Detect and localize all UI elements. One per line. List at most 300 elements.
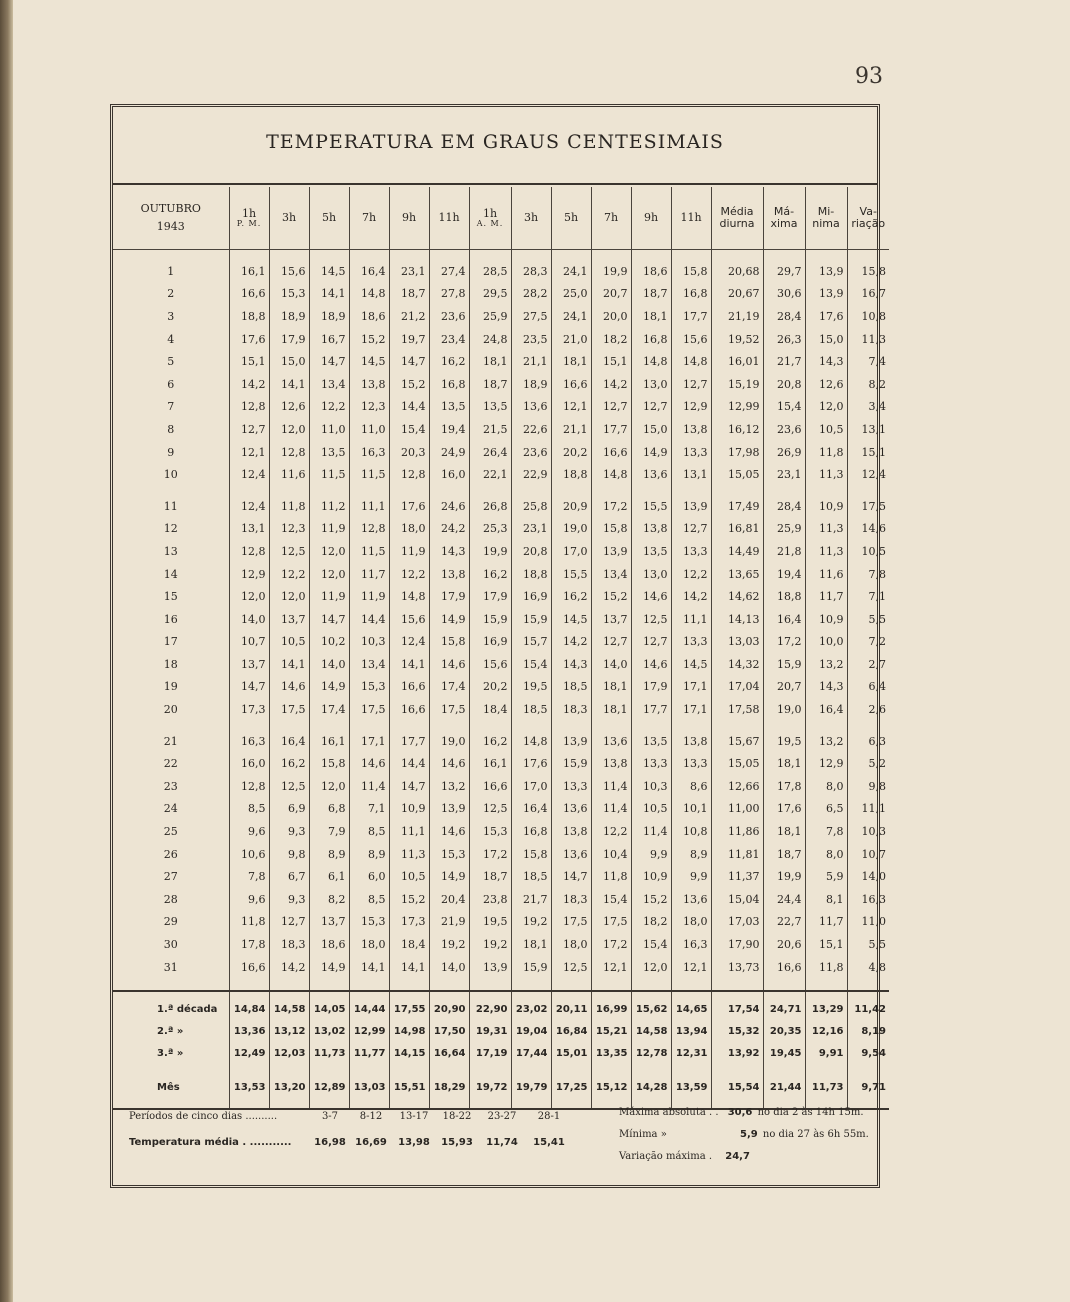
table-cell: 16,4 bbox=[511, 798, 551, 821]
table-row bbox=[113, 350, 889, 373]
table-cell: 12,8 bbox=[389, 463, 429, 486]
table-cell: 16,0 bbox=[229, 752, 269, 775]
table-cell: 12,8 bbox=[229, 396, 269, 419]
table-cell: 16,12 bbox=[711, 418, 763, 441]
table-cell: 12,2 bbox=[269, 563, 309, 586]
table-cell: 18,6 bbox=[349, 305, 389, 328]
table-cell: 18,3 bbox=[551, 698, 591, 721]
table-cell: 24,1 bbox=[551, 305, 591, 328]
header-hour-8: 3h bbox=[511, 187, 551, 250]
table-cell: 10,3 bbox=[847, 820, 889, 843]
table-cell: 17,98 bbox=[711, 441, 763, 464]
table-cell: 18,1 bbox=[763, 820, 805, 843]
table-cell: 11,2 bbox=[309, 495, 349, 518]
max-abs-label: Máxima absoluta . . bbox=[619, 1107, 719, 1118]
table-cell: 11,0 bbox=[309, 418, 349, 441]
table-cell: 11,6 bbox=[269, 463, 309, 486]
table-cell: 25,9 bbox=[469, 305, 511, 328]
table-cell: 4,8 bbox=[847, 956, 889, 979]
table-cell: 15,7 bbox=[511, 631, 551, 654]
table-cell: 20,0 bbox=[591, 305, 631, 328]
table-cell: 11,73 bbox=[805, 1076, 847, 1098]
table-cell: 14,8 bbox=[671, 350, 711, 373]
table-cell: 15,54 bbox=[711, 1076, 763, 1098]
table-cell: 14,3 bbox=[551, 653, 591, 676]
table-cell: 14,49 bbox=[711, 540, 763, 563]
header-media-diurna: Média diurna bbox=[711, 187, 763, 250]
period-range: 13-17 bbox=[399, 1111, 429, 1122]
table-row bbox=[113, 563, 889, 586]
table-cell: 15,8 bbox=[847, 260, 889, 283]
table-cell: 21,5 bbox=[469, 418, 511, 441]
table-cell: 25,8 bbox=[511, 495, 551, 518]
table-cell: 13,12 bbox=[269, 1020, 309, 1042]
table-cell: 17,4 bbox=[429, 676, 469, 699]
table-cell: 11,86 bbox=[711, 820, 763, 843]
table-cell: 16,2 bbox=[269, 752, 309, 775]
table-cell: 14,7 bbox=[389, 775, 429, 798]
table-cell: 14,8 bbox=[511, 730, 551, 753]
table-cell: 14,0 bbox=[847, 865, 889, 888]
table-cell: 21,0 bbox=[551, 328, 591, 351]
table-cell: 15,8 bbox=[591, 518, 631, 541]
table-cell: 21,1 bbox=[511, 350, 551, 373]
header-hour-9: 5h bbox=[551, 187, 591, 250]
row-label: 28 bbox=[163, 892, 178, 906]
table-cell: 13,8 bbox=[429, 563, 469, 586]
table-cell: 19,9 bbox=[591, 260, 631, 283]
table-cell: 15,1 bbox=[229, 350, 269, 373]
table-cell: 13,5 bbox=[631, 730, 671, 753]
table-cell: 19,9 bbox=[469, 540, 511, 563]
table-cell: 24,6 bbox=[429, 495, 469, 518]
table-cell: 16,0 bbox=[429, 463, 469, 486]
table-cell: 12,2 bbox=[671, 563, 711, 586]
table-cell: 19,0 bbox=[551, 518, 591, 541]
table-cell: 18,0 bbox=[349, 933, 389, 956]
table-cell: 15,6 bbox=[389, 608, 429, 631]
table-cell: 15,4 bbox=[389, 418, 429, 441]
table-cell: 15,6 bbox=[671, 328, 711, 351]
table-cell: 16,2 bbox=[469, 730, 511, 753]
table-cell: 18,1 bbox=[551, 350, 591, 373]
row-label: 29 bbox=[163, 915, 178, 929]
table-cell: 29,5 bbox=[469, 283, 511, 306]
table-cell: 29,7 bbox=[763, 260, 805, 283]
period-mean-temp: 11,74 bbox=[486, 1137, 518, 1148]
table-row bbox=[113, 495, 889, 518]
table-cell: 10,5 bbox=[847, 540, 889, 563]
table-cell: 12,66 bbox=[711, 775, 763, 798]
table-cell: 18,6 bbox=[631, 260, 671, 283]
table-cell: 14,1 bbox=[389, 653, 429, 676]
table-cell: 13,6 bbox=[511, 396, 551, 419]
table-cell: 11,4 bbox=[631, 820, 671, 843]
temp-label: Temperatura média . ........... bbox=[129, 1137, 292, 1148]
table-cell: 21,7 bbox=[511, 888, 551, 911]
table-cell: 11,1 bbox=[847, 798, 889, 821]
table-cell: 14,32 bbox=[711, 653, 763, 676]
table-cell: 10,9 bbox=[805, 608, 847, 631]
table-cell: 10,3 bbox=[631, 775, 671, 798]
table-cell: 24,9 bbox=[429, 441, 469, 464]
period-range: 28-1 bbox=[537, 1111, 561, 1122]
table-cell: 12,2 bbox=[309, 396, 349, 419]
table-cell: 11,9 bbox=[389, 540, 429, 563]
table-cell: 26,4 bbox=[469, 441, 511, 464]
table-cell: 19,0 bbox=[429, 730, 469, 753]
table-row bbox=[113, 396, 889, 419]
table-cell: 6,0 bbox=[349, 865, 389, 888]
table-cell: 5,5 bbox=[847, 608, 889, 631]
table-cell: 13,03 bbox=[349, 1076, 389, 1098]
table-cell: 14,8 bbox=[349, 283, 389, 306]
decade-summary-row bbox=[113, 1042, 889, 1064]
table-cell: 9,71 bbox=[847, 1076, 889, 1098]
table-cell: 14,58 bbox=[269, 998, 309, 1020]
row-label: 4 bbox=[167, 332, 175, 346]
period-range: 3-7 bbox=[321, 1111, 339, 1122]
table-cell: 14,4 bbox=[389, 752, 429, 775]
table-row bbox=[113, 585, 889, 608]
table-cell: 14,28 bbox=[631, 1076, 671, 1098]
table-cell: 13,7 bbox=[229, 653, 269, 676]
table-cell: 9,6 bbox=[229, 820, 269, 843]
table-cell: 16,6 bbox=[389, 698, 429, 721]
table-cell: 18,5 bbox=[511, 698, 551, 721]
row-label: 3.ª » bbox=[157, 1047, 184, 1059]
row-label: 1.ª década bbox=[157, 1003, 218, 1015]
table-cell: 18,1 bbox=[631, 305, 671, 328]
table-cell: 14,62 bbox=[711, 585, 763, 608]
table-cell: 8,0 bbox=[805, 775, 847, 798]
max-abs-note: no dia 2 às 14h 15m. bbox=[757, 1107, 864, 1118]
table-cell: 18,7 bbox=[389, 283, 429, 306]
table-cell: 16,2 bbox=[551, 585, 591, 608]
table-cell: 13,9 bbox=[805, 260, 847, 283]
table-row bbox=[113, 283, 889, 306]
table-cell: 13,65 bbox=[711, 563, 763, 586]
table-row bbox=[113, 518, 889, 541]
table-cell: 13,29 bbox=[805, 998, 847, 1020]
table-frame bbox=[110, 104, 886, 1188]
row-label: 11 bbox=[163, 499, 178, 513]
table-cell: 17,04 bbox=[711, 676, 763, 699]
table-cell: 14,1 bbox=[269, 373, 309, 396]
table-cell: 11,9 bbox=[349, 585, 389, 608]
table-cell: 15,2 bbox=[389, 373, 429, 396]
table-cell: 18,1 bbox=[469, 350, 511, 373]
table-cell: 13,92 bbox=[711, 1042, 763, 1064]
table-cell: 17,03 bbox=[711, 911, 763, 934]
table-cell: 8,2 bbox=[847, 373, 889, 396]
table-cell: 9,6 bbox=[229, 888, 269, 911]
table-cell: 10,0 bbox=[805, 631, 847, 654]
table-cell: 7,1 bbox=[349, 798, 389, 821]
table-cell: 27,5 bbox=[511, 305, 551, 328]
row-label: 17 bbox=[163, 635, 178, 649]
table-cell: 15,2 bbox=[349, 328, 389, 351]
table-cell: 14,0 bbox=[229, 608, 269, 631]
table-cell: 20,8 bbox=[763, 373, 805, 396]
table-cell: 20,7 bbox=[763, 676, 805, 699]
table-body bbox=[113, 250, 889, 1110]
table-cell: 12,4 bbox=[229, 495, 269, 518]
table-cell: 9,3 bbox=[269, 820, 309, 843]
table-cell: 13,02 bbox=[309, 1020, 349, 1042]
table-cell: 14,7 bbox=[309, 608, 349, 631]
header-maxima: Má- xima bbox=[763, 187, 805, 250]
year-label: 1943 bbox=[156, 220, 185, 233]
table-cell: 15,8 bbox=[309, 752, 349, 775]
table-cell: 10,9 bbox=[805, 495, 847, 518]
table-cell: 9,3 bbox=[269, 888, 309, 911]
table-cell: 19,2 bbox=[511, 911, 551, 934]
table-cell: 18,3 bbox=[551, 888, 591, 911]
table-cell: 23,8 bbox=[469, 888, 511, 911]
table-cell: 12,6 bbox=[269, 396, 309, 419]
table-cell: 10,2 bbox=[309, 631, 349, 654]
table-cell: 14,1 bbox=[269, 653, 309, 676]
table-cell: 11,3 bbox=[805, 463, 847, 486]
table-cell: 12,49 bbox=[229, 1042, 269, 1064]
table-cell: 17,58 bbox=[711, 698, 763, 721]
table-cell: 13,1 bbox=[671, 463, 711, 486]
table-cell: 14,13 bbox=[711, 608, 763, 631]
table-cell: 26,9 bbox=[763, 441, 805, 464]
table-cell: 17,7 bbox=[591, 418, 631, 441]
table-cell: 14,3 bbox=[429, 540, 469, 563]
table-cell: 15,2 bbox=[631, 888, 671, 911]
table-cell: 10,8 bbox=[671, 820, 711, 843]
table-cell: 16,6 bbox=[763, 956, 805, 979]
table-cell: 23,5 bbox=[511, 328, 551, 351]
row-label: 12 bbox=[163, 522, 178, 536]
table-cell: 17,90 bbox=[711, 933, 763, 956]
table-cell: 13,20 bbox=[269, 1076, 309, 1098]
header-hour-5: 9h bbox=[389, 187, 429, 250]
table-cell: 16,3 bbox=[847, 888, 889, 911]
table-cell: 9,8 bbox=[269, 843, 309, 866]
table-cell: 18,4 bbox=[469, 698, 511, 721]
table-cell: 18,29 bbox=[429, 1076, 469, 1098]
table-row bbox=[113, 328, 889, 351]
table-cell: 14,5 bbox=[671, 653, 711, 676]
table-cell: 10,5 bbox=[805, 418, 847, 441]
table-cell: 27,8 bbox=[429, 283, 469, 306]
table-cell: 16,8 bbox=[429, 373, 469, 396]
table-cell: 6,8 bbox=[309, 798, 349, 821]
table-cell: 7,1 bbox=[847, 585, 889, 608]
table-cell: 20,8 bbox=[511, 540, 551, 563]
table-cell: 15,4 bbox=[763, 396, 805, 419]
table-cell: 12,0 bbox=[631, 956, 671, 979]
table-cell: 14,6 bbox=[429, 653, 469, 676]
table-cell: 16,6 bbox=[551, 373, 591, 396]
table-cell: 19,2 bbox=[429, 933, 469, 956]
table-cell: 14,6 bbox=[847, 518, 889, 541]
header-minima: Mi- nima bbox=[805, 187, 847, 250]
row-label: 10 bbox=[163, 468, 178, 482]
table-cell: 16,3 bbox=[229, 730, 269, 753]
table-cell: 14,6 bbox=[429, 752, 469, 775]
table-cell: 13,2 bbox=[429, 775, 469, 798]
table-cell: 18,2 bbox=[591, 328, 631, 351]
table-cell: 2,6 bbox=[847, 698, 889, 721]
table-cell: 12,8 bbox=[229, 540, 269, 563]
header-hour-2: 3h bbox=[269, 187, 309, 250]
table-cell: 18,1 bbox=[591, 698, 631, 721]
table-cell: 17,5 bbox=[429, 698, 469, 721]
table-cell: 13,0 bbox=[631, 373, 671, 396]
table-cell: 13,7 bbox=[269, 608, 309, 631]
table-cell: 17,9 bbox=[269, 328, 309, 351]
table-cell: 12,9 bbox=[671, 396, 711, 419]
table-cell: 13,4 bbox=[309, 373, 349, 396]
decade-summary-row bbox=[113, 998, 889, 1020]
table-cell: 17,50 bbox=[429, 1020, 469, 1042]
table-cell: 15,4 bbox=[511, 653, 551, 676]
table-cell: 12,89 bbox=[309, 1076, 349, 1098]
table-cell: 14,7 bbox=[551, 865, 591, 888]
table-cell: 20,2 bbox=[469, 676, 511, 699]
table-cell: 10,7 bbox=[229, 631, 269, 654]
table-cell: 13,7 bbox=[309, 911, 349, 934]
table-cell: 19,4 bbox=[429, 418, 469, 441]
header-hour-3: 5h bbox=[309, 187, 349, 250]
table-cell: 12,7 bbox=[631, 631, 671, 654]
table-cell: 14,0 bbox=[591, 653, 631, 676]
table-cell: 11,7 bbox=[805, 911, 847, 934]
table-cell: 14,58 bbox=[631, 1020, 671, 1042]
table-cell: 13,6 bbox=[551, 798, 591, 821]
row-label: 26 bbox=[163, 847, 178, 861]
table-cell: 11,42 bbox=[847, 998, 889, 1020]
table-cell: 20,3 bbox=[389, 441, 429, 464]
table-cell: 3,4 bbox=[847, 396, 889, 419]
table-cell: 9,9 bbox=[671, 865, 711, 888]
table-row bbox=[113, 463, 889, 486]
table-cell: 13,5 bbox=[631, 540, 671, 563]
table-cell: 17,4 bbox=[309, 698, 349, 721]
table-cell: 16,6 bbox=[591, 441, 631, 464]
table-cell: 17,1 bbox=[349, 730, 389, 753]
table-cell: 14,1 bbox=[389, 956, 429, 979]
table-cell: 11,4 bbox=[591, 798, 631, 821]
table-cell: 15,5 bbox=[631, 495, 671, 518]
table-cell: 13,8 bbox=[671, 730, 711, 753]
table-cell: 17,6 bbox=[229, 328, 269, 351]
period-range: 18-22 bbox=[442, 1111, 472, 1122]
table-cell: 10,6 bbox=[229, 843, 269, 866]
table-cell: 16,3 bbox=[349, 441, 389, 464]
table-cell: 15,51 bbox=[389, 1076, 429, 1098]
table-cell: 19,4 bbox=[763, 563, 805, 586]
table-cell: 14,1 bbox=[309, 283, 349, 306]
table-cell: 16,9 bbox=[469, 631, 511, 654]
table-cell: 22,9 bbox=[511, 463, 551, 486]
table-cell: 13,6 bbox=[551, 843, 591, 866]
table-cell: 8,9 bbox=[349, 843, 389, 866]
table-cell: 14,84 bbox=[229, 998, 269, 1020]
table-cell: 23,6 bbox=[429, 305, 469, 328]
table-cell: 18,5 bbox=[551, 676, 591, 699]
table-cell: 18,1 bbox=[591, 676, 631, 699]
table-cell: 12,8 bbox=[349, 518, 389, 541]
table-cell: 12,1 bbox=[229, 441, 269, 464]
table-cell: 17,0 bbox=[551, 540, 591, 563]
table-cell: 14,9 bbox=[429, 865, 469, 888]
table-cell: 8,1 bbox=[805, 888, 847, 911]
table-cell: 7,4 bbox=[847, 350, 889, 373]
book-spine-edge bbox=[0, 0, 13, 1302]
header-hour-12: 11h bbox=[671, 187, 711, 250]
month-label: OUTUBRO bbox=[140, 201, 201, 215]
table-cell: 12,7 bbox=[591, 631, 631, 654]
table-cell: 15,0 bbox=[805, 328, 847, 351]
table-cell: 22,1 bbox=[469, 463, 511, 486]
page-title: TEMPERATURA EM GRAUS CENTESIMAIS bbox=[266, 131, 724, 153]
table-cell: 11,9 bbox=[309, 518, 349, 541]
table-cell: 11,8 bbox=[805, 441, 847, 464]
table-cell: 12,0 bbox=[805, 396, 847, 419]
table-cell: 12,8 bbox=[229, 775, 269, 798]
table-cell: 13,9 bbox=[805, 283, 847, 306]
table-cell: 20,11 bbox=[551, 998, 591, 1020]
table-cell: 16,6 bbox=[469, 775, 511, 798]
table-cell: 12,2 bbox=[389, 563, 429, 586]
table-cell: 30,6 bbox=[763, 283, 805, 306]
table-cell: 15,1 bbox=[591, 350, 631, 373]
table-row bbox=[113, 933, 889, 956]
table-cell: 11,1 bbox=[671, 608, 711, 631]
table-cell: 24,1 bbox=[551, 260, 591, 283]
table-cell: 17,5 bbox=[551, 911, 591, 934]
table-cell: 13,6 bbox=[631, 463, 671, 486]
table-cell: 28,4 bbox=[763, 495, 805, 518]
table-cell: 11,3 bbox=[389, 843, 429, 866]
table-cell: 13,3 bbox=[671, 540, 711, 563]
table-cell: 17,8 bbox=[229, 933, 269, 956]
table-row bbox=[113, 676, 889, 699]
table-row bbox=[113, 441, 889, 464]
table-row bbox=[113, 865, 889, 888]
table-cell: 7,8 bbox=[805, 820, 847, 843]
table-cell: 14,7 bbox=[229, 676, 269, 699]
table-cell: 13,36 bbox=[229, 1020, 269, 1042]
period-mean-temp: 16,98 bbox=[314, 1137, 346, 1148]
table-cell: 11,7 bbox=[349, 563, 389, 586]
table-cell: 16,4 bbox=[349, 260, 389, 283]
table-cell: 21,1 bbox=[551, 418, 591, 441]
table-cell: 20,35 bbox=[763, 1020, 805, 1042]
table-cell: 8,9 bbox=[309, 843, 349, 866]
table-cell: 8,5 bbox=[349, 820, 389, 843]
table-row bbox=[113, 540, 889, 563]
table-cell: 15,4 bbox=[591, 888, 631, 911]
table-cell: 12,1 bbox=[671, 956, 711, 979]
table-cell: 10,8 bbox=[847, 305, 889, 328]
table-cell: 13,9 bbox=[551, 730, 591, 753]
table-cell: 28,4 bbox=[763, 305, 805, 328]
table-cell: 17,44 bbox=[511, 1042, 551, 1064]
period-range: 23-27 bbox=[487, 1111, 517, 1122]
table-cell: 15,9 bbox=[763, 653, 805, 676]
table-cell: 12,0 bbox=[269, 585, 309, 608]
row-label: 15 bbox=[163, 590, 178, 604]
table-cell: 12,7 bbox=[229, 418, 269, 441]
table-cell: 17,6 bbox=[389, 495, 429, 518]
